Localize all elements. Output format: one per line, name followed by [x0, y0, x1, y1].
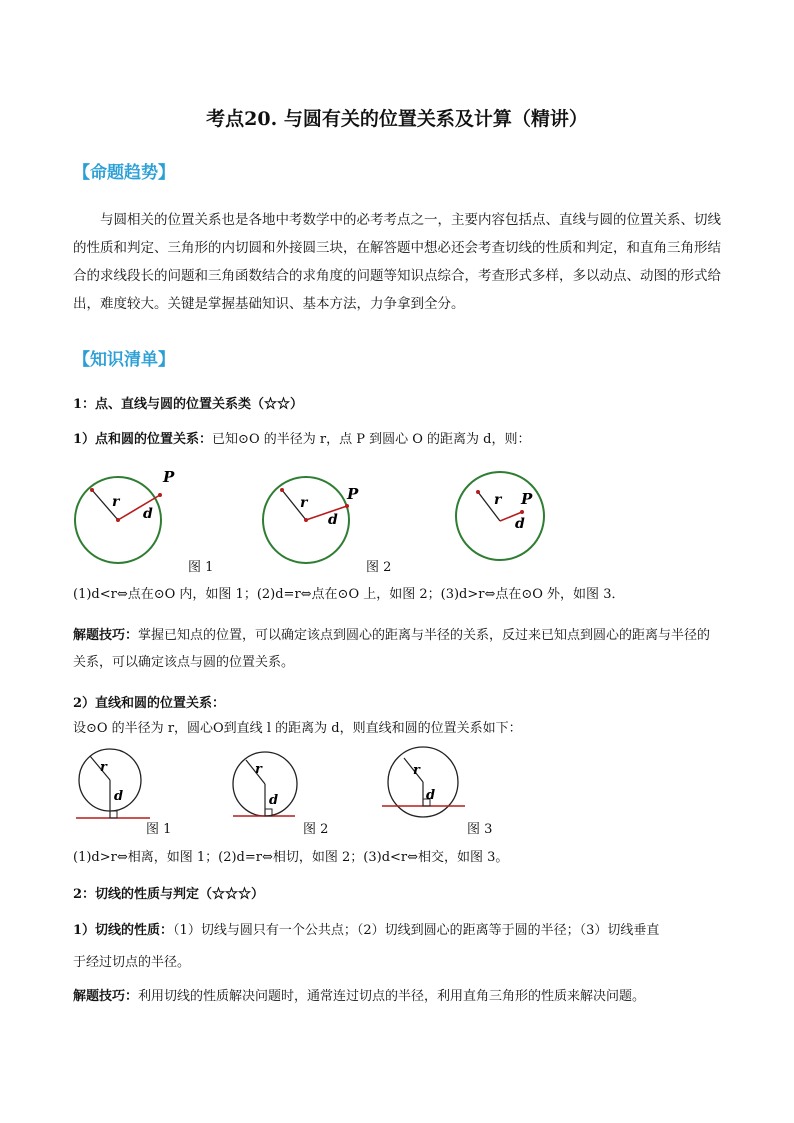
point-circle-result: (1)d<r⇔点在⊙O 内，如图 1；(2)d=r⇔点在⊙O 上，如图 2；(3)d>r⇔点在⊙O 外，如图 3．: [73, 587, 625, 602]
topic1-sub1: [73, 428, 530, 447]
section-heading-trend: 【命题趋势】: [73, 163, 175, 183]
svg-text:d: d: [328, 512, 338, 528]
topic1-sub2-text: 设⊙O 的半径为 r，圆心O到直线 l 的距离为 d，则直线和圆的位置关系如下：: [73, 721, 522, 736]
figure-line-intersect: [382, 747, 465, 817]
svg-text:r: r: [100, 760, 107, 775]
tip-1-text: 掌握已知点的位置，可以确定该点到圆心的距离与半径的关系，反过来已知点到圆心的距离与半径的关系，可以确定该点与圆的位置关系。: [73, 628, 711, 670]
tip-2: [73, 985, 645, 1004]
line-circle-figures: [70, 742, 510, 832]
label-r: r: [112, 494, 120, 510]
svg-text:d: d: [515, 516, 525, 532]
trend-paragraph: 与圆相关的位置关系也是各地中考数学中的必考考点之一，主要内容包括点、直线与圆的位置关系、切线的性质和判定、三角形的内切圆和外接圆三块，在解答题中想必还会考查切线的性质和判定，和直角三角形结合的求线段长的问题和三角函数结合的求角度的问题等知识点综合，考查形式多样，多以动点、动图的形式给出，难度较大。关键是掌握基础知识、基本方法，力争拿到全分。: [73, 212, 721, 312]
topic1-sub2-label: 2）直线和圆的位置关系：: [73, 696, 226, 711]
tangent-properties: [73, 919, 659, 938]
tangent-text-b: 于经过切点的半径。: [73, 955, 191, 970]
section-heading-knowledge: 【知识清单】: [73, 350, 175, 370]
tip-2-label: 解题技巧：: [73, 989, 139, 1004]
page-title: 考点20. 与圆有关的位置关系及计算（精讲）: [206, 108, 588, 130]
figure-line-separate: [76, 749, 150, 818]
sub1-text: 已知⊙O 的半径为 r，点 P 到圆心 O 的距离为 d，则：: [212, 432, 531, 447]
label-P: P: [163, 468, 175, 486]
fig2-caption-3: 图 3: [467, 822, 493, 837]
svg-text:r: r: [300, 495, 308, 511]
tangent-text-a: （1）切线与圆只有一个公共点；（2）切线到圆心的距离等于圆的半径；（3）切线垂直: [173, 923, 660, 938]
svg-text:d: d: [114, 789, 124, 804]
sub1-label: 1）点和圆的位置关系：: [73, 432, 213, 447]
figure-point-outside: [456, 472, 544, 560]
fig2-caption-1: 图 1: [146, 822, 172, 837]
line-circle-result: (1)d>r⇔相离，如图 1；(2)d=r⇔相切，如图 2；(3)d<r⇔相交，如图 3。: [73, 850, 509, 865]
figure-point-on: [263, 477, 359, 563]
tangent-label: 1）切线的性质：: [73, 923, 174, 938]
label-d: d: [143, 506, 153, 522]
fig2-caption-2: 图 2: [303, 822, 329, 837]
figure-point-inside: [75, 468, 175, 563]
fig-caption-1: 图 1: [188, 560, 214, 575]
svg-text:r: r: [413, 763, 420, 778]
svg-text:P: P: [347, 485, 359, 503]
point-circle-figures: [60, 466, 560, 576]
svg-text:r: r: [494, 492, 502, 508]
svg-text:d: d: [269, 793, 279, 808]
topic1-heading: 1：点、直线与圆的位置关系类（☆☆）: [73, 397, 304, 412]
figure-line-tangent: [233, 752, 297, 816]
fig-caption-2: 图 2: [366, 560, 392, 575]
svg-text:r: r: [255, 762, 262, 777]
svg-text:d: d: [426, 788, 436, 803]
tip-2-text: 利用切线的性质解决问题时，通常连过切点的半径，利用直角三角形的性质来解决问题。: [138, 989, 646, 1004]
tip-1: [73, 622, 723, 676]
svg-text:P: P: [521, 490, 533, 508]
topic2-heading: 2：切线的性质与判定（☆☆☆）: [73, 887, 265, 902]
tip-1-label: 解题技巧：: [73, 628, 139, 643]
